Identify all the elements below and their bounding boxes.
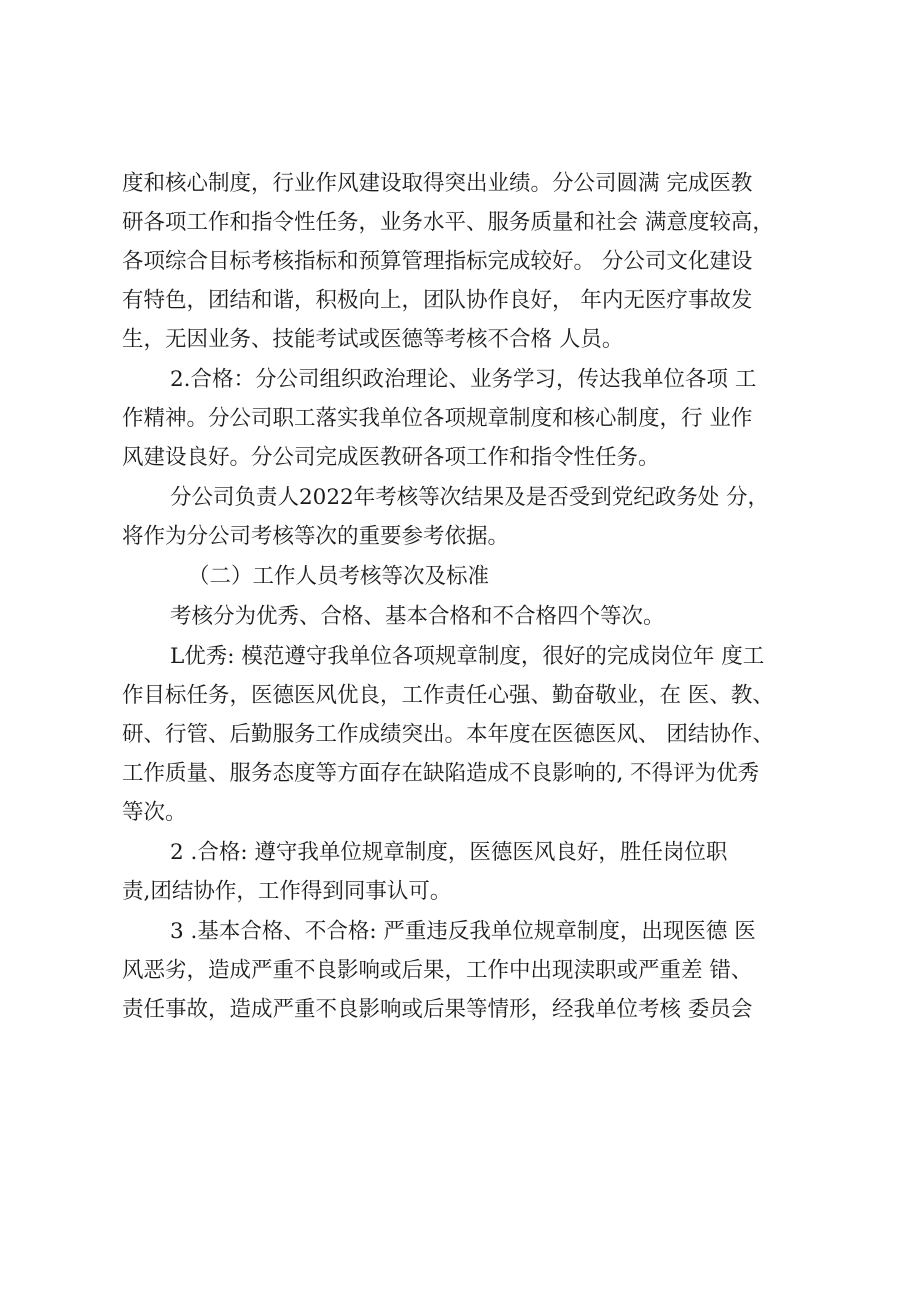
text-line: 2.合格：分公司组织政治理论、业务学习，传达我单位各项 工 xyxy=(170,367,757,392)
text-line: 作目标任务，医德医风优良，工作责任心强、勤奋敬业，在 医、教、 xyxy=(122,683,774,708)
text-line: 风建设良好。分公司完成医教研各项工作和指令性任务。 xyxy=(122,445,660,470)
text-line: 研、行管、后勤服务工作成绩突出。本年度在医德医风、 团结协作、 xyxy=(122,722,774,747)
text-line: 等次。 xyxy=(122,800,187,825)
paragraph-staff-qualified xyxy=(122,833,808,911)
text-line: 将作为分公司考核等次的重要参考依据。 xyxy=(122,524,510,549)
text-line: 责任事故，造成严重不良影响或后果等情形，经我单位考核 委员会 xyxy=(122,997,753,1022)
text-line: 作精神。分公司职工落实我单位各项规章制度和核心制度，行 业作 xyxy=(122,406,753,431)
section-heading-staff-grades xyxy=(122,557,808,596)
text-line: 各项综合目标考核指标和预算管理指标完成较好。 分公司文化建设 xyxy=(122,249,753,274)
paragraph-staff-basic-unqualified xyxy=(122,912,808,1029)
text-line: L优秀: 模范遵守我单位各项规章制度，很好的完成岗位年 度工 xyxy=(170,644,765,669)
text-line: 风恶劣，造成严重不良影响或后果，工作中出现渎职或严重差 错、 xyxy=(122,958,753,983)
text-line: 分公司负责人2022年考核等次结果及是否受到党纪政务处 分， xyxy=(170,485,770,510)
paragraph-branch-qualified xyxy=(122,360,808,477)
text-line: 生，无因业务、技能考试或医德等考核不合格 人员。 xyxy=(122,327,624,352)
text-line: 责,团结协作，工作得到同事认可。 xyxy=(122,879,452,904)
section-heading: （二）工作人员考核等次及标准 xyxy=(188,564,490,589)
text-line: 考核分为优秀、合格、基本合格和不合格四个等次。 xyxy=(170,604,665,629)
paragraph-staff-excellent xyxy=(122,637,808,832)
text-line: 度和核心制度，行业作风建设取得突出业绩。分公司圆满 完成医教 xyxy=(122,171,753,196)
paragraph-grade-overview xyxy=(122,597,808,636)
paragraph-excellent-continued xyxy=(122,164,808,359)
text-line: 工作质量、服务态度等方面存在缺陷造成不良影响的, 不得评为优秀 xyxy=(122,761,760,786)
paragraph-leader-reference xyxy=(122,478,808,556)
text-line: 研各项工作和指令性任务，业务水平、服务质量和社会 满意度较高， xyxy=(122,210,774,235)
document-body xyxy=(122,164,808,1030)
text-line: 3 .基本合格、不合格: 严重违反我单位规章制度，出现医德 医 xyxy=(170,919,756,944)
text-line: 2 .合格: 遵守我单位规章制度，医德医风良好，胜任岗位职 xyxy=(170,840,728,865)
text-line: 有特色，团结和谐，积极向上，团队协作良好， 年内无医疗事故发 xyxy=(122,288,753,313)
